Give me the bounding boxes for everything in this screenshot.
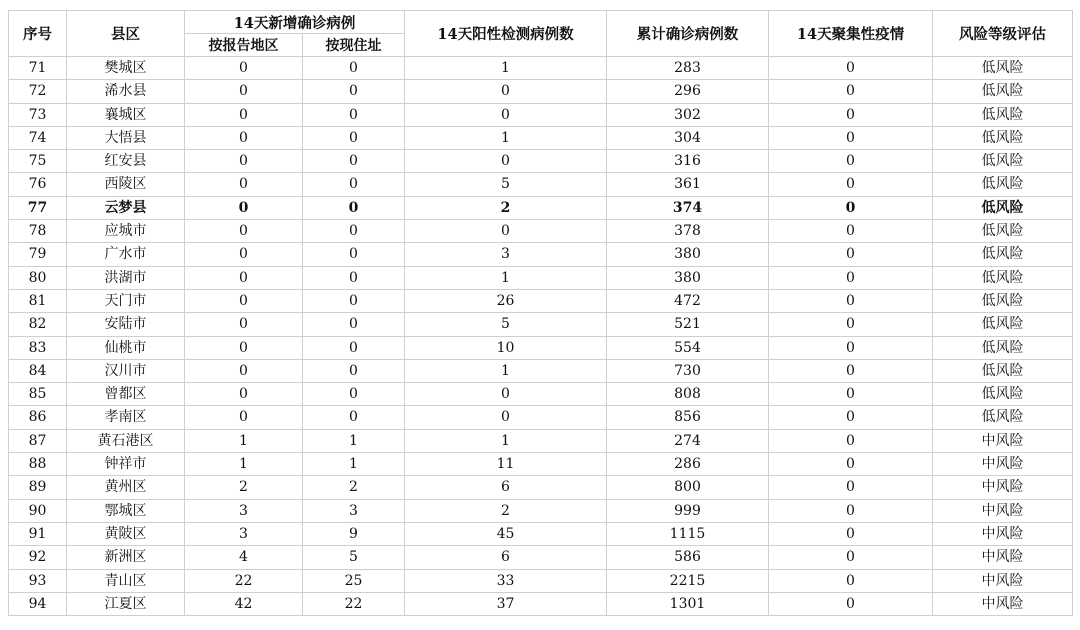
cell-county: 青山区 [67,569,185,592]
cell-new-by-residence: 1 [303,429,405,452]
cell-cluster: 0 [769,289,933,312]
cell-new-by-report-area: 0 [185,313,303,336]
table-row [9,196,1073,219]
cell-new-by-report-area: 0 [185,220,303,243]
header-cumulative: 累计确诊病例数 [607,11,769,57]
cell-risk: 低风险 [933,173,1073,196]
cell-new-by-residence: 0 [303,80,405,103]
cell-seq: 84 [9,359,67,382]
table-row [9,57,1073,80]
cell-risk: 低风险 [933,336,1073,359]
table-row [9,103,1073,126]
cell-new-by-residence: 0 [303,243,405,266]
cell-new-by-residence: 0 [303,126,405,149]
cell-new-by-residence: 0 [303,289,405,312]
cell-cumulative: 380 [607,243,769,266]
cell-new-by-report-area: 3 [185,522,303,545]
cell-county: 孝南区 [67,406,185,429]
cell-seq: 90 [9,499,67,522]
cell-seq: 88 [9,453,67,476]
cell-cluster: 0 [769,592,933,615]
cell-positive-tests: 0 [405,220,607,243]
cell-new-by-residence: 0 [303,220,405,243]
cell-cluster: 0 [769,220,933,243]
cell-positive-tests: 2 [405,499,607,522]
cell-seq: 91 [9,522,67,545]
cell-cluster: 0 [769,126,933,149]
cell-cumulative: 1301 [607,592,769,615]
cell-positive-tests: 33 [405,569,607,592]
table-row [9,383,1073,406]
table-row [9,80,1073,103]
cell-risk: 中风险 [933,499,1073,522]
cell-county: 云梦县 [67,196,185,219]
cell-cluster: 0 [769,313,933,336]
table-row [9,266,1073,289]
cell-seq: 73 [9,103,67,126]
cell-county: 黄石港区 [67,429,185,452]
table-row [9,243,1073,266]
cell-cluster: 0 [769,150,933,173]
table-row [9,150,1073,173]
cell-positive-tests: 1 [405,266,607,289]
cell-county: 曾都区 [67,383,185,406]
cell-risk: 低风险 [933,406,1073,429]
cell-positive-tests: 0 [405,406,607,429]
cell-cluster: 0 [769,336,933,359]
table-row [9,173,1073,196]
cell-seq: 82 [9,313,67,336]
cell-new-by-report-area: 4 [185,546,303,569]
cell-new-by-report-area: 0 [185,243,303,266]
cell-new-by-residence: 25 [303,569,405,592]
cell-seq: 78 [9,220,67,243]
cell-county: 天门市 [67,289,185,312]
cell-county: 洪湖市 [67,266,185,289]
table-row [9,592,1073,615]
header-by-residence: 按现住址 [303,34,405,57]
cell-county: 钟祥市 [67,453,185,476]
cell-county: 安陆市 [67,313,185,336]
cell-cumulative: 274 [607,429,769,452]
cell-new-by-report-area: 0 [185,289,303,312]
cell-cluster: 0 [769,522,933,545]
cell-risk: 低风险 [933,383,1073,406]
cell-cumulative: 800 [607,476,769,499]
cell-cumulative: 730 [607,359,769,382]
cell-risk: 低风险 [933,266,1073,289]
cell-positive-tests: 5 [405,313,607,336]
cell-positive-tests: 37 [405,592,607,615]
cell-seq: 87 [9,429,67,452]
cell-cluster: 0 [769,359,933,382]
cell-cumulative: 283 [607,57,769,80]
cell-risk: 低风险 [933,243,1073,266]
cell-new-by-report-area: 1 [185,429,303,452]
table-row [9,453,1073,476]
cell-new-by-report-area: 0 [185,150,303,173]
cell-new-by-residence: 0 [303,196,405,219]
cell-cumulative: 374 [607,196,769,219]
cell-risk: 低风险 [933,196,1073,219]
cell-risk: 低风险 [933,150,1073,173]
cell-cluster: 0 [769,453,933,476]
cell-cumulative: 304 [607,126,769,149]
cell-cumulative: 380 [607,266,769,289]
cell-county: 襄城区 [67,103,185,126]
cell-cluster: 0 [769,173,933,196]
cell-cumulative: 296 [607,80,769,103]
cell-county: 大悟县 [67,126,185,149]
cell-new-by-residence: 0 [303,359,405,382]
cell-risk: 中风险 [933,476,1073,499]
cell-seq: 72 [9,80,67,103]
cell-county: 西陵区 [67,173,185,196]
header-new-cases-group: 14天新增确诊病例 [185,11,405,34]
cell-positive-tests: 6 [405,476,607,499]
cell-new-by-report-area: 0 [185,266,303,289]
cell-positive-tests: 1 [405,359,607,382]
cell-seq: 76 [9,173,67,196]
cell-new-by-residence: 2 [303,476,405,499]
cell-new-by-report-area: 0 [185,57,303,80]
cell-positive-tests: 0 [405,80,607,103]
cell-new-by-residence: 0 [303,266,405,289]
cell-seq: 71 [9,57,67,80]
cell-risk: 低风险 [933,359,1073,382]
cell-seq: 94 [9,592,67,615]
cell-new-by-report-area: 0 [185,196,303,219]
cell-positive-tests: 0 [405,383,607,406]
cell-new-by-report-area: 0 [185,80,303,103]
cell-seq: 77 [9,196,67,219]
cell-new-by-residence: 0 [303,103,405,126]
cell-cluster: 0 [769,196,933,219]
cell-new-by-residence: 0 [303,57,405,80]
cell-risk: 中风险 [933,546,1073,569]
cell-risk: 低风险 [933,126,1073,149]
cell-risk: 中风险 [933,453,1073,476]
cell-county: 应城市 [67,220,185,243]
cell-new-by-report-area: 0 [185,406,303,429]
cell-cluster: 0 [769,243,933,266]
cell-cumulative: 521 [607,313,769,336]
cell-seq: 85 [9,383,67,406]
header-positive-tests: 14天阳性检测病例数 [405,11,607,57]
cell-cumulative: 554 [607,336,769,359]
cell-seq: 89 [9,476,67,499]
cell-cumulative: 808 [607,383,769,406]
cell-seq: 93 [9,569,67,592]
cell-new-by-report-area: 3 [185,499,303,522]
cell-new-by-report-area: 0 [185,336,303,359]
cell-risk: 中风险 [933,592,1073,615]
cell-seq: 75 [9,150,67,173]
cell-cluster: 0 [769,499,933,522]
table-row [9,546,1073,569]
cell-seq: 81 [9,289,67,312]
cell-risk: 低风险 [933,103,1073,126]
table-row [9,429,1073,452]
cell-cluster: 0 [769,383,933,406]
cell-new-by-report-area: 0 [185,173,303,196]
table-row [9,126,1073,149]
cell-positive-tests: 0 [405,103,607,126]
cell-seq: 86 [9,406,67,429]
cell-seq: 92 [9,546,67,569]
cell-cluster: 0 [769,406,933,429]
header-cluster: 14天聚集性疫情 [769,11,933,57]
cell-county: 鄂城区 [67,499,185,522]
cell-cumulative: 1115 [607,522,769,545]
cell-positive-tests: 3 [405,243,607,266]
cell-positive-tests: 2 [405,196,607,219]
cell-cumulative: 2215 [607,569,769,592]
cell-new-by-residence: 0 [303,406,405,429]
cell-new-by-residence: 0 [303,313,405,336]
cell-positive-tests: 10 [405,336,607,359]
cell-new-by-residence: 22 [303,592,405,615]
cell-county: 浠水县 [67,80,185,103]
cell-cluster: 0 [769,546,933,569]
cell-positive-tests: 1 [405,126,607,149]
cell-new-by-residence: 0 [303,150,405,173]
cell-seq: 74 [9,126,67,149]
cell-seq: 80 [9,266,67,289]
cell-cluster: 0 [769,429,933,452]
cell-risk: 中风险 [933,429,1073,452]
cell-risk: 低风险 [933,57,1073,80]
cell-positive-tests: 5 [405,173,607,196]
cell-positive-tests: 11 [405,453,607,476]
table-row [9,499,1073,522]
cell-new-by-residence: 3 [303,499,405,522]
header-seq: 序号 [9,11,67,57]
table-row [9,313,1073,336]
cell-cumulative: 286 [607,453,769,476]
cell-new-by-report-area: 0 [185,383,303,406]
cell-cumulative: 378 [607,220,769,243]
cell-cumulative: 302 [607,103,769,126]
cell-new-by-report-area: 1 [185,453,303,476]
cell-cumulative: 856 [607,406,769,429]
cell-positive-tests: 0 [405,150,607,173]
table-row [9,522,1073,545]
cell-county: 黄州区 [67,476,185,499]
table-row [9,289,1073,312]
table-row [9,476,1073,499]
cell-new-by-residence: 5 [303,546,405,569]
table-row [9,359,1073,382]
table-row [9,406,1073,429]
cell-new-by-residence: 0 [303,336,405,359]
cell-county: 黄陂区 [67,522,185,545]
cell-positive-tests: 6 [405,546,607,569]
cell-new-by-residence: 0 [303,173,405,196]
header-by-report-area: 按报告地区 [185,34,303,57]
header-risk: 风险等级评估 [933,11,1073,57]
table-row [9,336,1073,359]
cell-cumulative: 586 [607,546,769,569]
cell-cumulative: 361 [607,173,769,196]
cell-cluster: 0 [769,80,933,103]
cell-seq: 83 [9,336,67,359]
cell-new-by-report-area: 22 [185,569,303,592]
cell-cluster: 0 [769,57,933,80]
cell-new-by-residence: 9 [303,522,405,545]
cell-new-by-residence: 1 [303,453,405,476]
cell-risk: 低风险 [933,220,1073,243]
cell-county: 樊城区 [67,57,185,80]
cell-county: 汉川市 [67,359,185,382]
cell-cumulative: 472 [607,289,769,312]
cell-positive-tests: 1 [405,57,607,80]
cell-new-by-report-area: 0 [185,359,303,382]
cell-new-by-report-area: 0 [185,126,303,149]
cell-cumulative: 316 [607,150,769,173]
table-row [9,220,1073,243]
table-row [9,569,1073,592]
cell-new-by-report-area: 0 [185,103,303,126]
cell-county: 新洲区 [67,546,185,569]
cell-cluster: 0 [769,476,933,499]
cell-county: 仙桃市 [67,336,185,359]
cell-cluster: 0 [769,569,933,592]
cell-county: 广水市 [67,243,185,266]
table-header [9,11,1073,57]
cell-new-by-report-area: 2 [185,476,303,499]
cell-new-by-report-area: 42 [185,592,303,615]
cell-county: 江夏区 [67,592,185,615]
cell-seq: 79 [9,243,67,266]
cell-risk: 低风险 [933,80,1073,103]
cell-positive-tests: 26 [405,289,607,312]
cell-risk: 低风险 [933,313,1073,336]
table-body [9,57,1073,616]
cell-cumulative: 999 [607,499,769,522]
cell-cluster: 0 [769,266,933,289]
header-county: 县区 [67,11,185,57]
cell-positive-tests: 45 [405,522,607,545]
cell-positive-tests: 1 [405,429,607,452]
cell-risk: 低风险 [933,289,1073,312]
risk-assessment-table-container [8,10,1072,616]
cell-risk: 中风险 [933,522,1073,545]
cell-cluster: 0 [769,103,933,126]
cell-risk: 中风险 [933,569,1073,592]
cell-county: 红安县 [67,150,185,173]
cell-new-by-residence: 0 [303,383,405,406]
risk-assessment-table [8,10,1073,616]
